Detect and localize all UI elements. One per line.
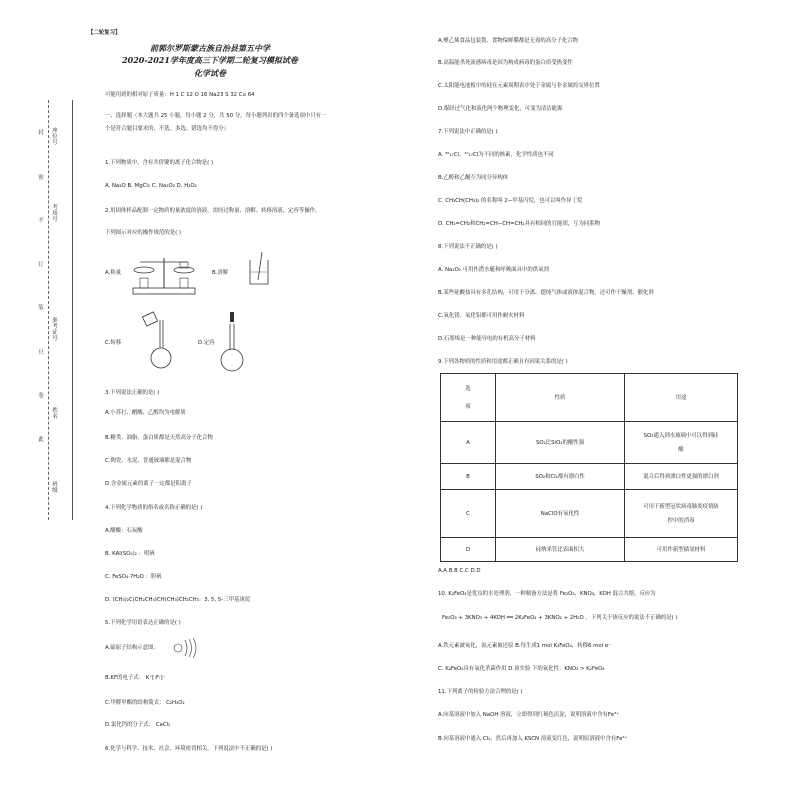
question-9-table (440, 373, 738, 562)
table-cell-use: 可用作新型储氢材料 (625, 538, 738, 562)
question-11-b: B.向某溶液中通入 Cl₂，然后再加入 KSCN 溶液变红色，说明原溶液中含有Fe²⁺ (438, 736, 628, 742)
seal-char: 封 (38, 130, 44, 136)
table-cell-use-cont: 酸 (678, 446, 684, 453)
question-10-cd: C. K₂FeO₄具有氧化杀菌作用 D.该实验 下的氧化性：KNO₃ > K₂FeO₄ (438, 666, 605, 672)
question-4-d: D. (CH₃)₂C(CH₂CH₃)CH(CH₃)CH₂CH₃：3, 5, 5-三甲基庚烷 (105, 597, 251, 603)
question-9: 9.下列各物质的性质和用途都正确且有因果关系的是( ) (438, 359, 568, 365)
name-field: 姓名 (52, 408, 58, 420)
question-6-c: C.太阳能电池板中的硅在元素周期表中处于金属与非金属的交界位置 (438, 83, 600, 89)
question-10-ab: A.铁元素被氧化，氮元素被还原 B.每生成1 mol K₂FeO₄，转移6 mol e⁻ (438, 643, 612, 649)
table-row (441, 538, 738, 562)
question-5-d: D.氯化钙的分子式： CaCl₂ (105, 722, 171, 728)
question-3-c: C.陶瓷、水泥、普通玻璃都是混合物 (105, 458, 192, 464)
seal-dashed-line (48, 100, 49, 520)
question-7: 7.下列说法中正确的是( ) (438, 129, 498, 135)
transfer-flask-figure (140, 310, 174, 370)
question-7-a: A. ³⁵₁₇Cl、³⁷₁₇Cl为不同的核素，化学性质也不同 (438, 152, 554, 158)
option-transfer-label: C.转移 (105, 340, 122, 346)
question-7-d: D. CH₂=CH₂和CH₂=CH−CH=CH₂具有相同的官能团，互为同系物 (438, 221, 601, 227)
table-cell-property: SO₂比SiO₂的酸性强 (496, 422, 625, 464)
table-row (441, 490, 738, 538)
question-3: 3.下列说法正确的是( ) (105, 390, 160, 396)
question-4-b: B. KAl(SO₄)₂ ：明矾 (105, 551, 155, 557)
table-cell-option: A (441, 422, 496, 464)
balance-figure (130, 248, 200, 296)
seal-char: 只 (38, 350, 44, 356)
subject-title: 化学试卷 (194, 68, 226, 78)
question-3-a: A.小苏打、醋酸、乙醇均为电解质 (105, 410, 186, 416)
question-5: 5.下列化学用语表达正确的是( ) (105, 620, 181, 626)
question-8: 8.下列说法不正确的是( ) (438, 244, 498, 250)
question-10: 10. K₂FeO₄是优良的水处理剂，一种制备方法是将 Fe₂O₃，KNO₃，KOH 混合共熔，反应为 (438, 591, 656, 597)
volumetric-flask-figure (218, 312, 248, 372)
question-11: 11.下列离子的检验方法合理的是( ) (438, 689, 523, 695)
question-7-c: C. CH₃CH(CH₃)₂ 的名称叫 2−甲基丙烷，也可以叫作异丁烷 (438, 198, 583, 204)
question-2: 2.用固体样品配制一定物质的量浓度的溶液，需经过称量、溶解、转移溶液、定容等操作。 (105, 208, 321, 214)
question-10-equation: Fe₂O₃ + 3KNO₃ + 4KOH ══ 2K₂FeO₄ + 3KNO₂ + 2H₂O 。下列关于该反应的说法不正确的是( ) (442, 615, 678, 621)
room-number-field: 考场号 (52, 205, 58, 223)
table-cell-option: D (441, 538, 496, 562)
question-8-a: A. Na₂O₂ 可用作潜水艇和呼吸面具中的供氧剂 (438, 267, 549, 273)
seal-char: 装 (38, 305, 44, 311)
section-instructions: 个是符合题目要求的，不选、多选、错选均不得分） (105, 126, 229, 132)
admission-number-field: 准考证号 (52, 318, 58, 342)
question-4-a: A.醋酸：石炭酸 (105, 528, 143, 534)
question-4: 4.下列化学物质的俗名或名称正确的是( ) (105, 505, 203, 511)
seal-char: 密 (38, 175, 44, 181)
seal-char: 不 (38, 218, 44, 224)
option-weighing-label: A.称量 (105, 270, 122, 276)
table-cell-option: B (441, 464, 496, 490)
table-cell-use: 可用于新型冠状病毒肺炎疫情防 (643, 503, 719, 510)
exam-title: 2020-2021学年度高三下学期二轮复习模拟试卷 (122, 55, 298, 65)
table-header-option-2: 项 (465, 403, 471, 410)
section-heading: 一、选择题（本大题共 25 小题，每小题 2 分，共 50 分。每小题列出的四个备选项中只有一 (105, 113, 327, 119)
question-5-b: B.KF的电子式： K⁺[:F:]⁻ (105, 675, 166, 681)
question-8-d: D.石墨烯是一种能导电的有机高分子材料 (438, 336, 536, 342)
question-4-c: C. FeSO₄·7H₂O ：胆矾 (105, 574, 162, 580)
class-field: 班级 (52, 482, 58, 494)
question-5-c: C.甲醛甲酯的结构简式： C₂H₄O₂ (105, 700, 185, 706)
option-volume-label: D.定容 (198, 340, 215, 346)
question-1: 1.下列物质中，含有共价键的离子化合物是( ) (105, 160, 214, 166)
sulfur-atom-structure-figure (172, 637, 198, 659)
table-row (441, 464, 738, 490)
seal-char: 此 (38, 437, 44, 443)
table-cell-property: NaClO有氧化性 (496, 490, 625, 538)
table-cell-option: C (441, 490, 496, 538)
table-cell-use: 混合后得到漂白性更强的漂白剂 (625, 464, 738, 490)
binding-line (72, 100, 73, 520)
seal-char: 订 (38, 262, 44, 268)
table-header-option-1: 选 (465, 385, 471, 392)
question-6: 6.化学与科学、技术、社会、环境密切相关，下列说法中不正确的是( ) (105, 746, 273, 752)
question-11-a: A.向某溶液中加入 NaOH 溶液，立即得到红褐色沉淀，说明溶液中含有Fe³⁺ (438, 712, 620, 718)
school-title: 前郭尔罗斯蒙古族自治县第五中学 (150, 43, 270, 53)
question-6-b: B.高温能杀死流感病毒是因为构成病毒的蛋白质受热变性 (438, 60, 573, 66)
question-6-d: D.煤经过气化和液化两个物理变化，可变为清洁能源 (438, 106, 563, 112)
table-cell-use: SO₂通入到水玻璃中可以得到硅 (643, 432, 719, 439)
question-5-a: A.硫原子结构示意图： (105, 645, 159, 651)
question-7-b: B.乙醇和乙醚互为同分异构体 (438, 175, 509, 181)
question-8-b: B.某些硅酸盐具有多孔结构，可用于分离、提纯气体或液体混合物，还可作干燥剂、催化剂 (438, 290, 654, 296)
beaker-figure (248, 252, 270, 286)
table-cell-use-cont: 控中的消毒 (667, 517, 695, 524)
review-tag: 【二轮复习】 (88, 30, 121, 36)
question-3-d: D.含金属元素的离子一定都是阳离子 (105, 481, 192, 487)
seal-char: 卷 (38, 393, 44, 399)
question-2-prompt: 下列图示对应的操作规范的是( ) (105, 230, 181, 236)
table-cell-property: 硅纳米管比表面积大 (496, 538, 625, 562)
table-row (441, 422, 738, 464)
seat-number-field: 座位号 (52, 128, 58, 146)
table-header-use: 用途 (625, 374, 738, 422)
table-header-property: 性质 (496, 374, 625, 422)
question-8-c: C.氧化镁、氧化铝都可用作耐火材料 (438, 313, 525, 319)
question-1-options: A. Na₂O B. MgCl₂ C. Na₂O₂ D. H₂O₂ (105, 183, 197, 189)
option-dissolve-label: B.溶解 (212, 270, 229, 276)
atomic-masses: 可能用到的相对原子质量：H 1 C 12 O 16 Na23 S 32 Cu 64 (105, 92, 255, 98)
table-cell-property: SO₂和Cl₂都有漂白性 (496, 464, 625, 490)
question-3-b: B.糖类、油脂、蛋白质都是天然高分子化合物 (105, 435, 213, 441)
question-6-a: A.聚乙烯食品包装袋、食物保鲜膜都是无毒的高分子化合物 (438, 38, 579, 44)
question-9-answers: A.A B.B C.C D.D (438, 568, 481, 574)
